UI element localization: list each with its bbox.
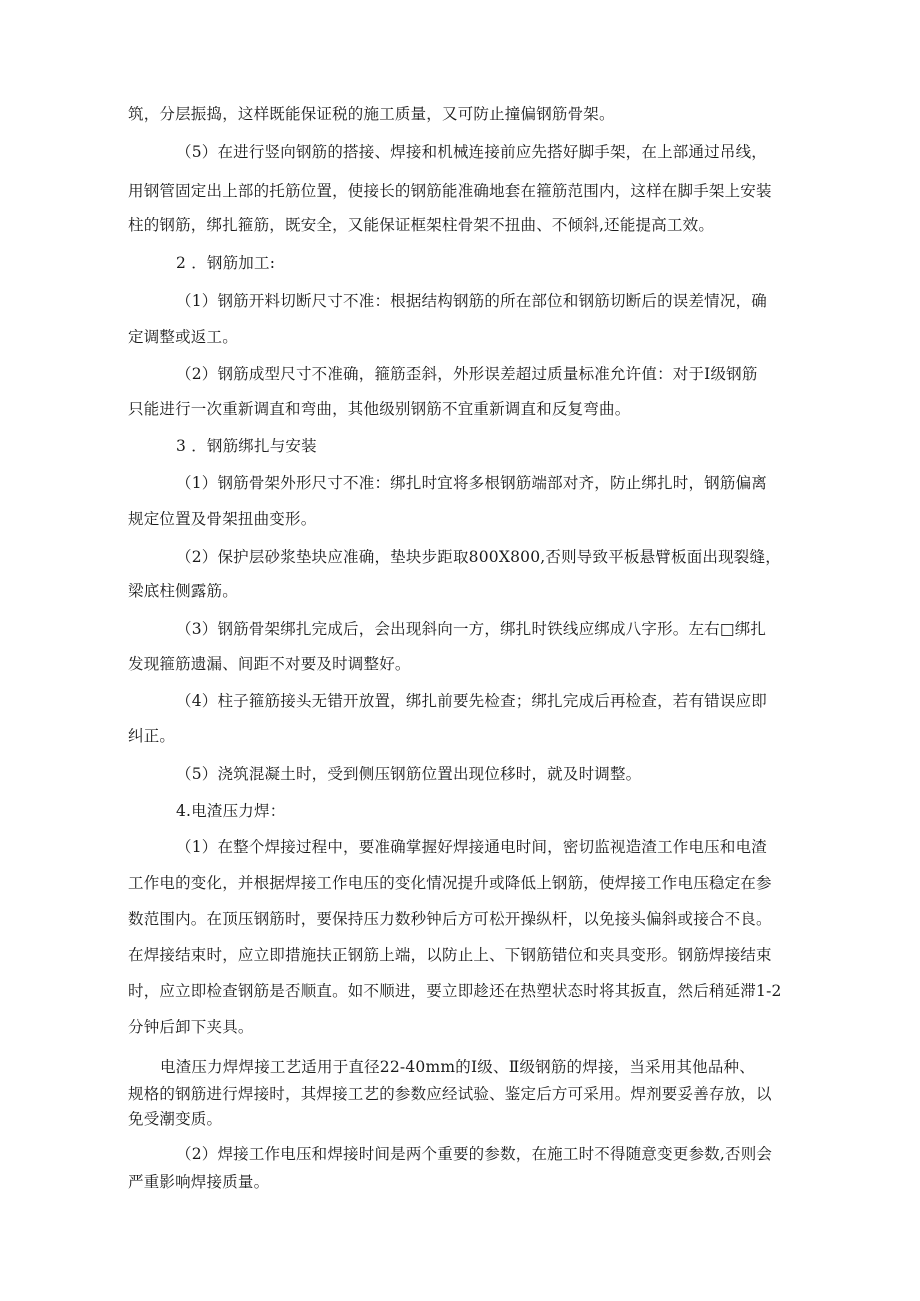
text-line: （4）柱子箍筋接头无错开放置，绑扎前要先检查；绑扎完成后再检查，若有错误应即 [176,692,767,710]
text-line: 免受潮变质。 [128,1110,223,1128]
text-line: 梁底柱侧露筋。 [128,582,238,600]
text-line: （5）在进行竖向钢筋的搭接、焊接和机械连接前应先搭好脚手架，在上部通过吊线， [176,143,767,161]
text-line: （1）钢筋骨架外形尺寸不准：绑扎时宜将多根钢筋端部对齐，防止绑扎时，钢筋偏离 [176,474,767,492]
text-line: （2）焊接工作电压和焊接时间是两个重要的参数，在施工时不得随意变更参数,否则会 [176,1145,773,1163]
text-line: 定调整或返工。 [128,328,238,346]
text-line: （2）钢筋成型尺寸不准确，箍筋歪斜，外形误差超过质量标准允许值：对于Ⅰ级钢筋 [176,365,758,383]
text-line: （2）保护层砂浆垫块应准确，垫块步距取800X800,否则导致平板悬臂板面出现裂缝， [176,548,781,566]
text-line: 筑，分层振捣，这样既能保证税的施工质量，又可防止撞偏钢筋骨架。 [128,105,615,123]
section-heading: 4.电渣压力焊： [176,802,286,820]
text-line: （1）钢筋开料切断尺寸不准：根据结构钢筋的所在部位和钢筋切断后的误差情况，确 [176,292,767,310]
section-heading: 2 ．钢筋加工: [176,254,276,272]
text-line: 规格的钢筋进行焊接时，其焊接工艺的参数应经试验、鉴定后方可采用。焊剂要妥善存放，以 [128,1085,772,1103]
text-line: 工作电的变化，并根据焊接工作电压的变化情况提升或降低上钢筋，使焊接工作电压稳定在参 [128,874,772,892]
text-line: 规定位置及骨架扭曲变形。 [128,510,317,528]
text-line: 时，应立即检查钢筋是否顺直。如不顺进，要立即趁还在热塑状态时将其扳直，然后稍延滞1-2 [128,982,782,1000]
text-line: 电渣压力焊焊接工艺适用于直径22-40mm的Ⅰ级、Ⅱ级钢筋的焊接，当采用其他品种、 [160,1058,755,1076]
text-line: 用钢管固定出上部的托筋位置，使接长的钢筋能准确地套在箍筋范围内，这样在脚手架上安装 [128,182,772,200]
text-line: 柱的钢筋，绑扎箍筋，既安全，又能保证框架柱骨架不扭曲、不倾斜,还能提高工效。 [128,216,715,234]
text-line: （3）钢筋骨架绑扎完成后，会出现斜向一方，绑扎时铁线应绑成八字形。左右□绑扎 [176,620,767,638]
text-line: 分钟后卸下夹具。 [128,1018,254,1036]
text-line: 数范围内。在顶压钢筋时，要保持压力数秒钟后方可松开操纵杆，以免接头偏斜或接合不良。 [128,910,772,928]
text-line: （1）在整个焊接过程中，要准确掌握好焊接通电时间，密切监视造渣工作电压和电渣 [176,838,767,856]
text-line: 只能进行一次重新调直和弯曲，其他级别钢筋不宜重新调直和反复弯曲。 [128,400,631,418]
section-heading: 3 ．钢筋绑扎与安装 [176,437,317,455]
text-line: 发现箍筋遗漏、间距不对要及时调整好。 [128,655,411,673]
text-line: （5）浇筑混凝土时，受到侧压钢筋位置出现位移时，就及时调整。 [176,765,642,783]
text-line: 纠正。 [128,727,176,745]
text-line: 严重影响焊接质量。 [128,1173,270,1191]
text-line: 在焊接结束时，应立即措施扶正钢筋上端，以防止上、下钢筋错位和夹具变形。钢筋焊接结束 [128,946,772,964]
